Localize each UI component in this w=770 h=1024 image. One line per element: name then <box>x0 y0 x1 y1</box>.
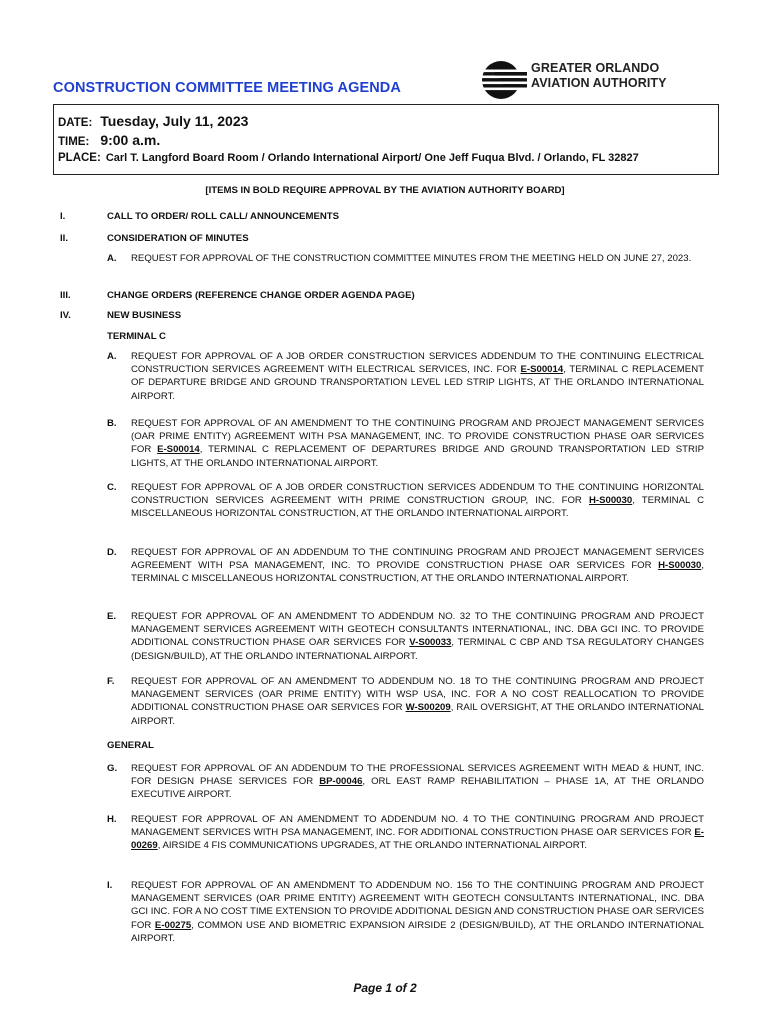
project-number: E-S00014 <box>157 444 200 456</box>
item-letter: D. <box>107 547 117 558</box>
date-label: DATE: <box>58 117 93 129</box>
project-number: E-S00014 <box>520 364 564 376</box>
project-number: E-00275 <box>154 919 192 931</box>
goaa-logo-mark-icon <box>481 60 527 100</box>
item-text-post: , TERMINAL C MISCELLANEOUS HORIZONTAL CONSTRUCTION, AT THE ORLANDO INTERNATIONAL AIRPORT. <box>131 495 704 520</box>
item-text-pre: REQUEST FOR APPROVAL OF AN ADDENDUM TO THE CONTINUING PROGRAM AND PROJECT MANAGEMENT SERVICES AGREEMENT WITH PSA MANAGEMENT, INC. TO PROVIDE CONSTRUCTION PHASE OAR SERVICES FOR <box>131 547 704 572</box>
item-text-post: , TERMINAL C REPLACEMENT OF DEPARTURE BRIDGE AND GROUND TRANSPORTATION LEVEL LED STRIP LIGHTS, AT THE ORLANDO INTERNATIONAL AIRPORT. <box>131 364 704 402</box>
time-label: TIME: <box>58 136 90 148</box>
item-letter: H. <box>107 814 117 825</box>
logo-line-2: AVIATION AUTHORITY <box>531 76 667 90</box>
item-letter: G. <box>107 763 118 774</box>
project-number: E-00269 <box>131 827 704 852</box>
project-number: H-S00030 <box>658 560 702 572</box>
date-value: Tuesday, July 11, 2023 <box>100 113 249 129</box>
place-label: PLACE: <box>58 152 101 164</box>
item-text <box>131 675 704 728</box>
item-text <box>131 481 704 521</box>
item-text <box>131 879 704 945</box>
item-text-post: , COMMON USE AND BIOMETRIC EXPANSION AIRSIDE 2 (DESIGN/BUILD), AT THE ORLANDO INTERNATIONAL AIRPORT. <box>131 919 704 944</box>
section-title: CHANGE ORDERS (REFERENCE CHANGE ORDER AGENDA PAGE) <box>107 290 415 301</box>
item-text <box>131 610 704 663</box>
item-letter: A. <box>107 351 117 362</box>
item-text <box>131 762 704 802</box>
project-number: BP-00046 <box>319 776 363 788</box>
item-text-pre: REQUEST FOR APPROVAL OF A JOB ORDER CONSTRUCTION SERVICES ADDENDUM TO THE CONTINUING ELECTRICAL CONSTRUCTION SERVICES AGREEMENT WITH ELECTRICAL SERVICES, INC. FOR <box>131 351 704 376</box>
item-text-post: , TERMINAL C CBP AND TSA REGULATORY CHANGES (DESIGN/BUILD), AT THE ORLANDO INTERNATIONAL AIRPORT. <box>131 637 704 662</box>
section-number: I. <box>60 211 66 222</box>
logo-line-1: GREATER ORLANDO <box>531 61 660 75</box>
time-row <box>58 132 160 148</box>
section-title: CALL TO ORDER/ ROLL CALL/ ANNOUNCEMENTS <box>107 211 340 222</box>
item-text-post: , TERMINAL C REPLACEMENT OF DEPARTURES BRIDGE AND GROUND TRANSPORTATION LED STRIP LIGHTS, AT THE ORLANDO INTERNATIONAL AIRPORT. <box>131 444 704 469</box>
item-text <box>131 350 704 403</box>
approval-notice: [ITEMS IN BOLD REQUIRE APPROVAL BY THE AVIATION AUTHORITY BOARD] <box>205 185 565 196</box>
section-title: NEW BUSINESS <box>107 310 182 321</box>
project-number: W-S00209 <box>405 702 451 714</box>
item-text-pre: REQUEST FOR APPROVAL OF AN AMENDMENT TO ADDENDUM NO. 18 TO THE CONTINUING PROGRAM AND PROJECT MANAGEMENT SERVICES (OAR PRIME ENTITY) WITH WSP USA, INC. FOR A NO COST REALLOCATION TO PROVIDE ADDITIONAL CONSTRUCTION PHASE OAR SERVICES FOR <box>131 676 704 714</box>
item-letter: C. <box>107 482 117 493</box>
item-letter: A. <box>107 253 117 264</box>
logo-text <box>531 61 667 91</box>
item-text-pre: REQUEST FOR APPROVAL OF AN ADDENDUM TO THE PROFESSIONAL SERVICES AGREEMENT WITH MEAD & HUNT, INC. FOR DESIGN PHASE SERVICES FOR <box>131 763 704 788</box>
section-title: CONSIDERATION OF MINUTES <box>107 233 249 244</box>
place-value: Carl T. Langford Board Room / Orlando International Airport/ One Jeff Fuqua Blvd. / Orlando, FL 32827 <box>105 152 639 164</box>
item-text <box>131 813 704 853</box>
item-letter: E. <box>107 611 117 622</box>
meeting-info-box <box>53 104 719 175</box>
item-text-post: , ORL EAST RAMP REHABILITATION – PHASE 1A, AT THE ORLANDO EXECUTIVE AIRPORT. <box>131 776 704 801</box>
item-text-post: , RAIL OVERSIGHT, AT THE ORLANDO INTERNATIONAL AIRPORT. <box>131 702 704 727</box>
section-number: II. <box>60 233 68 244</box>
section-number: III. <box>60 290 71 301</box>
subheading-general: GENERAL <box>107 740 154 751</box>
item-text-pre: REQUEST FOR APPROVAL OF AN AMENDMENT TO THE CONTINUING PROGRAM AND PROJECT MANAGEMENT SERVICES (OAR PRIME ENTITY) AGREEMENT WITH PSA MANAGEMENT, INC. TO PROVIDE CONSTRUCTION PHASE OAR SERVICES FOR <box>131 418 704 456</box>
item-text-post: , AIRSIDE 4 FIS COMMUNICATIONS UPGRADES, AT THE ORLANDO INTERNATIONAL AIRPORT. <box>157 840 587 852</box>
item-text-pre: REQUEST FOR APPROVAL OF AN AMENDMENT TO ADDENDUM NO. 32 TO THE CONTINUING PROGRAM AND PROJECT MANAGEMENT SERVICES AGREEMENT WITH GEOTECH CONSULTANTS INTERNATIONAL, INC. DBA GCI INC. TO PROVIDE ADDITIONAL CONSTRUCTION PHASE OAR SERVICES FOR <box>131 611 704 649</box>
item-letter: B. <box>107 418 117 429</box>
page-header <box>53 58 719 102</box>
item-text-pre: REQUEST FOR APPROVAL OF AN AMENDMENT TO ADDENDUM NO. 4 TO THE CONTINUING PROGRAM AND PROJECT MANAGEMENT SERVICES WITH PSA MANAGEMENT, INC. FOR ADDITIONAL CONSTRUCTION PHASE OAR SERVICES FOR <box>131 814 704 839</box>
project-number: V-S00033 <box>409 637 452 649</box>
subheading-terminal-c: TERMINAL C <box>107 331 166 342</box>
section-number: IV. <box>60 310 71 321</box>
item-text-pre: REQUEST FOR APPROVAL OF A JOB ORDER CONSTRUCTION SERVICES ADDENDUM TO THE CONTINUING HORIZONTAL CONSTRUCTION SERVICES AGREEMENT WITH PRIME CONSTRUCTION GROUP, INC. FOR <box>131 482 704 507</box>
item-letter: F. <box>107 676 115 687</box>
item-text <box>131 546 704 586</box>
item-text-pre: REQUEST FOR APPROVAL OF AN AMENDMENT TO ADDENDUM NO. 156 TO THE CONTINUING PROGRAM AND PROJECT MANAGEMENT SERVICES (OAR PRIME ENTITY) AGREEMENT WITH GEOTECH CONSULTANTS INTERNATIONAL, INC. DBA GCI INC. FOR A NO COST TIME EXTENSION TO PROVIDE ADDITIONAL DESIGN AND CONSTRUCTION PHASE OAR SERVICES FOR <box>131 880 704 931</box>
place-row <box>58 152 639 164</box>
page-number: Page 1 of 2 <box>353 981 417 995</box>
date-row <box>58 113 248 129</box>
item-text-post: , TERMINAL C MISCELLANEOUS HORIZONTAL CONSTRUCTION, AT THE ORLANDO INTERNATIONAL AIRPORT. <box>131 560 704 585</box>
item-text <box>131 417 704 470</box>
time-value: 9:00 a.m. <box>100 132 161 148</box>
goaa-logo <box>481 58 721 102</box>
item-text <box>131 252 704 265</box>
item-text-pre: REQUEST FOR APPROVAL OF THE CONSTRUCTION COMMITTEE MINUTES FROM THE MEETING HELD ON JUNE 27, 2023. <box>131 253 692 264</box>
item-letter: I. <box>107 880 113 891</box>
page-title: CONSTRUCTION COMMITTEE MEETING AGENDA <box>53 80 401 96</box>
project-number: H-S00030 <box>588 495 633 507</box>
